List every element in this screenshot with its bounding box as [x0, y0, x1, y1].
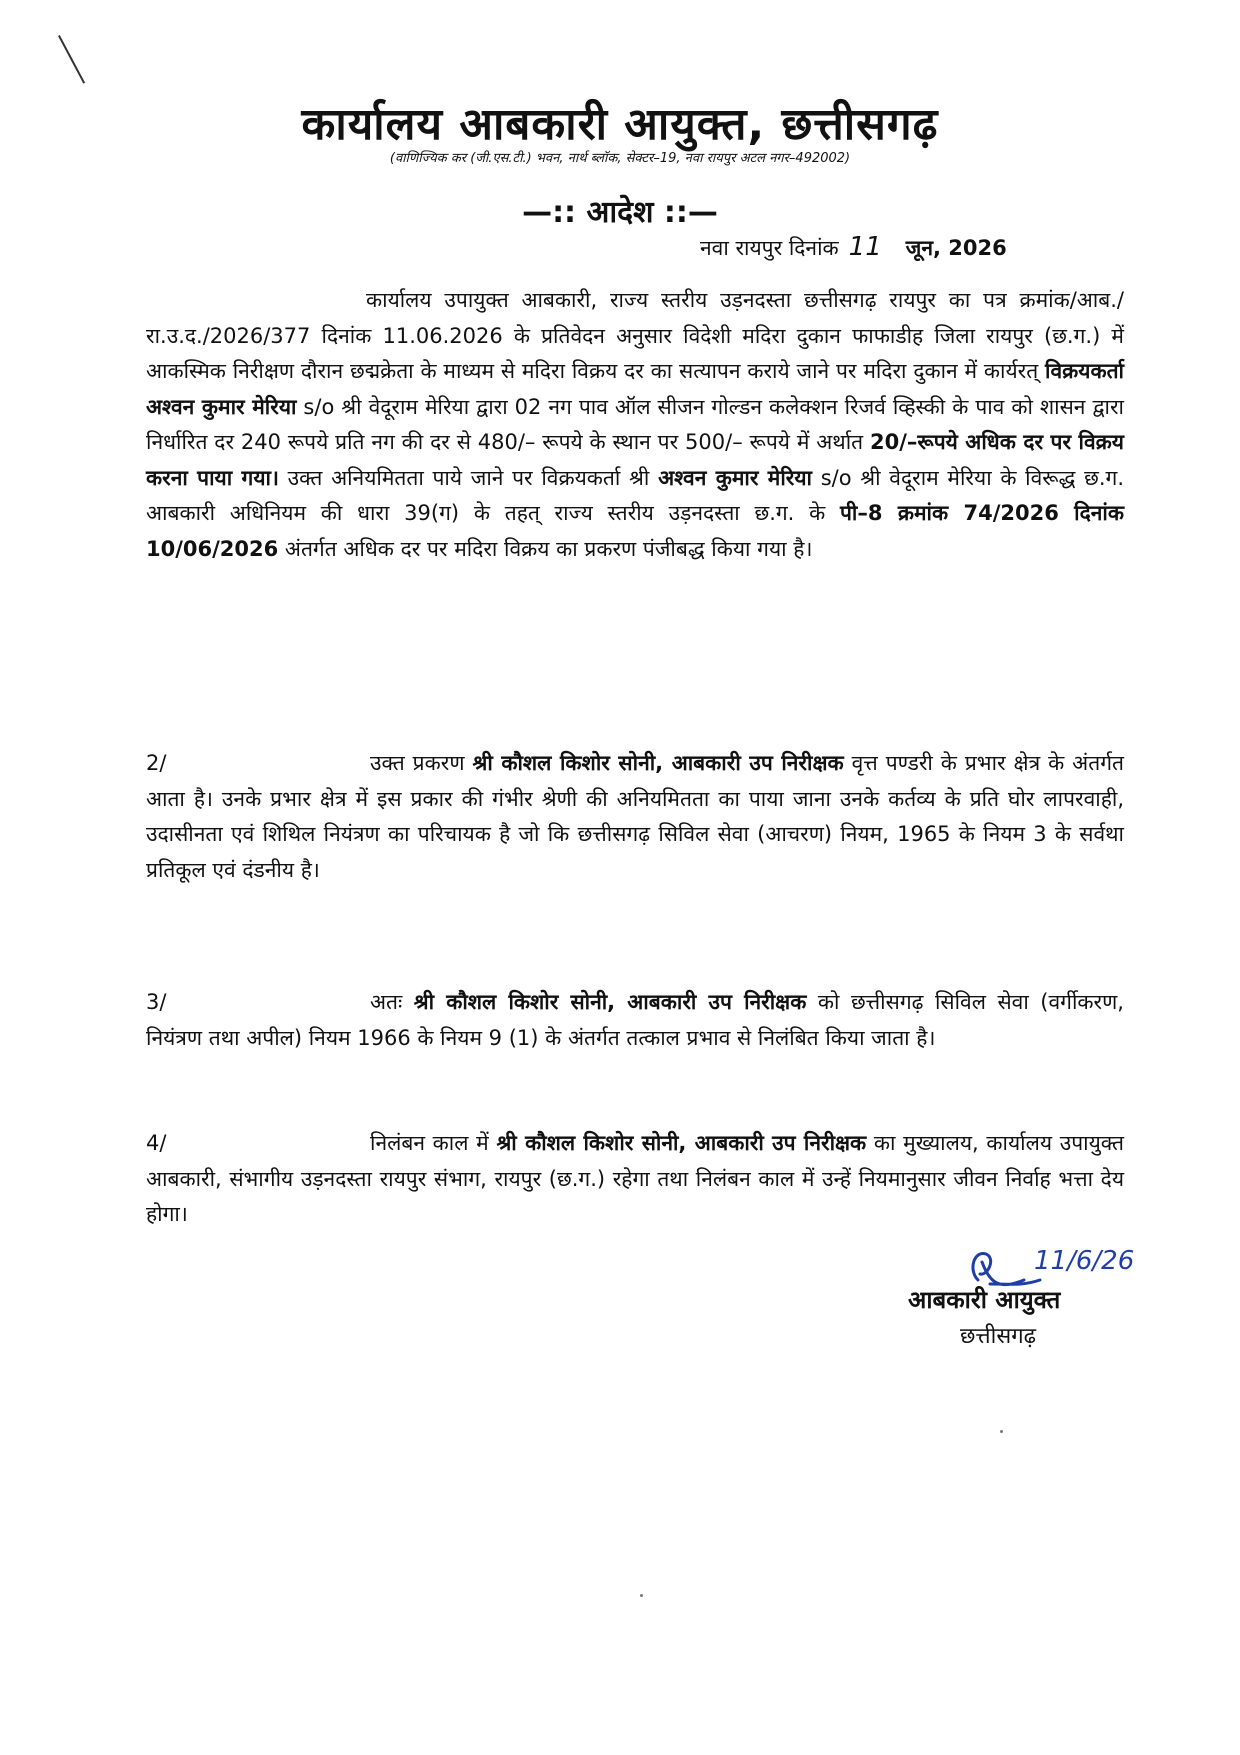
scan-speck	[640, 1594, 643, 1597]
p3-number: 3/	[146, 990, 167, 1014]
date-place: नवा रायपुर दिनांक	[700, 236, 839, 260]
date-line	[700, 232, 1007, 262]
paragraph-3	[146, 985, 1124, 1056]
paragraph-4	[146, 1126, 1124, 1233]
paragraph-1	[146, 283, 1124, 567]
signatory-designation: आबकारी आयुक्त	[908, 1286, 1061, 1314]
p1-text-5: अंतर्गत अधिक दर पर मदिरा विक्रय का प्रकरण पंजीबद्ध किया गया है।	[278, 536, 813, 561]
p3-text-2: को छत्तीसगढ़ सिविल सेवा (वर्गीकरण, नियंत्रण तथा अपील) नियम 1966 के नियम 9 (1) के अंतर्गत तत्काल प्रभाव से निलंबित किया जाता है।	[146, 990, 1124, 1050]
p1-text-3: उक्त अनियमितता पाये जाने पर विक्रयकर्ता श्री	[278, 465, 659, 490]
date-day: 11	[848, 232, 882, 262]
p4-text-1: निलंबन काल में	[370, 1131, 497, 1155]
signatory-state: छत्तीसगढ़	[960, 1324, 1036, 1349]
p1-bold-4: पी–8 क्रमांक 74/2026 दिनांक 10/06/2026	[146, 501, 1124, 561]
p3-text-1: अतः	[370, 990, 414, 1014]
p1-text-1: कार्यालय उपायुक्त आबकारी, राज्य स्तरीय उड़नदस्ता छत्तीसगढ़ रायपुर का पत्र क्रमांक/आब./रा.उ.द./2026/377 दिनांक 11.06.2026 के प्रतिवेदन अनुसार विदेशी मदिरा दुकान फाफाडीह जिला रायपुर (छ.ग.) में आकस्मिक निरीक्षण दौरान छद्मक्रेता के माध्यम से मदिरा विक्रय दर का सत्यापन कराये जाने पर मदिरा दुकान में कार्यरत्	[146, 288, 1124, 383]
office-address: (वाणिज्यिक कर (जी.एस.टी.) भवन, नार्थ ब्लॉक, सेक्टर–19, नवा रायपुर अटल नगर–492002)	[389, 151, 851, 166]
p1-text-2: s/o श्री वेदूराम मेरिया द्वारा 02 नग पाव ऑल सीजन गोल्डन कलेक्शन रिजर्व व्हिस्की के पाव को शासन द्वारा निर्धारित दर 240 रूपये प्रति नग की दर से 480/– रूपये के स्थान पर 500/– रूपये में अर्थात	[146, 394, 1124, 454]
signature-date: 11/6/26	[1034, 1246, 1135, 1276]
p2-number: 2/	[146, 751, 167, 775]
p4-text-2: का मुख्यालय, कार्यालय उपायुक्त आबकारी, संभागीय उड़नदस्ता रायपुर संभाग, रायपुर (छ.ग.) रहेगा तथा निलंबन काल में उन्हें नियमानुसार जीवन निर्वाह भत्ता देय होगा।	[146, 1131, 1124, 1226]
p3-bold-1: श्री कौशल किशोर सोनी, आबकारी उप निरीक्षक	[413, 990, 807, 1014]
p2-text-1: उक्त प्रकरण	[370, 751, 473, 775]
p2-bold-1: श्री कौशल किशोर सोनी, आबकारी उप निरीक्षक	[472, 751, 844, 775]
p1-text-4: s/o श्री वेदूराम मेरिया के विरूद्ध छ.ग. आबकारी अधिनियम की धारा 39(ग) के तहत् राज्य स्तरीय उड़नदस्ता छ.ग. के	[146, 465, 1125, 525]
scan-speck	[1000, 1430, 1003, 1433]
p2-text-2: वृत्त पण्डरी के प्रभार क्षेत्र के अंतर्गत आता है। उनके प्रभार क्षेत्र में इस प्रकार की गंभीर श्रेणी की अनियमितता का पाया जाना उनके कर्तव्य के प्रति घोर लापरवाही, उदासीनता एवं शिथिल नियंत्रण का परिचायक है जो कि छत्तीसगढ़ सिविल सेवा (आचरण) नियम, 1965 के नियम 3 के सर्वथा प्रतिकूल एवं दंडनीय है।	[146, 751, 1125, 882]
p4-bold-1: श्री कौशल किशोर सोनी, आबकारी उप निरीक्षक	[496, 1131, 867, 1155]
p1-bold-1: विक्रयकर्ता अश्वन कुमार मेरिया	[146, 359, 1124, 419]
office-title: कार्यालय आबकारी आयुक्त, छत्तीसगढ़	[301, 99, 939, 150]
date-month-year: जून, 2026	[905, 236, 1007, 260]
paragraph-2	[146, 746, 1124, 888]
p1-bold-3: अश्वन कुमार मेरिया	[658, 465, 812, 490]
p1-bold-2: 20/–रूपये अधिक दर पर विक्रय करना पाया गया।	[146, 430, 1124, 490]
order-heading: —:: आदेश ::—	[522, 195, 718, 230]
p4-number: 4/	[146, 1131, 167, 1155]
scan-mark	[58, 35, 85, 84]
